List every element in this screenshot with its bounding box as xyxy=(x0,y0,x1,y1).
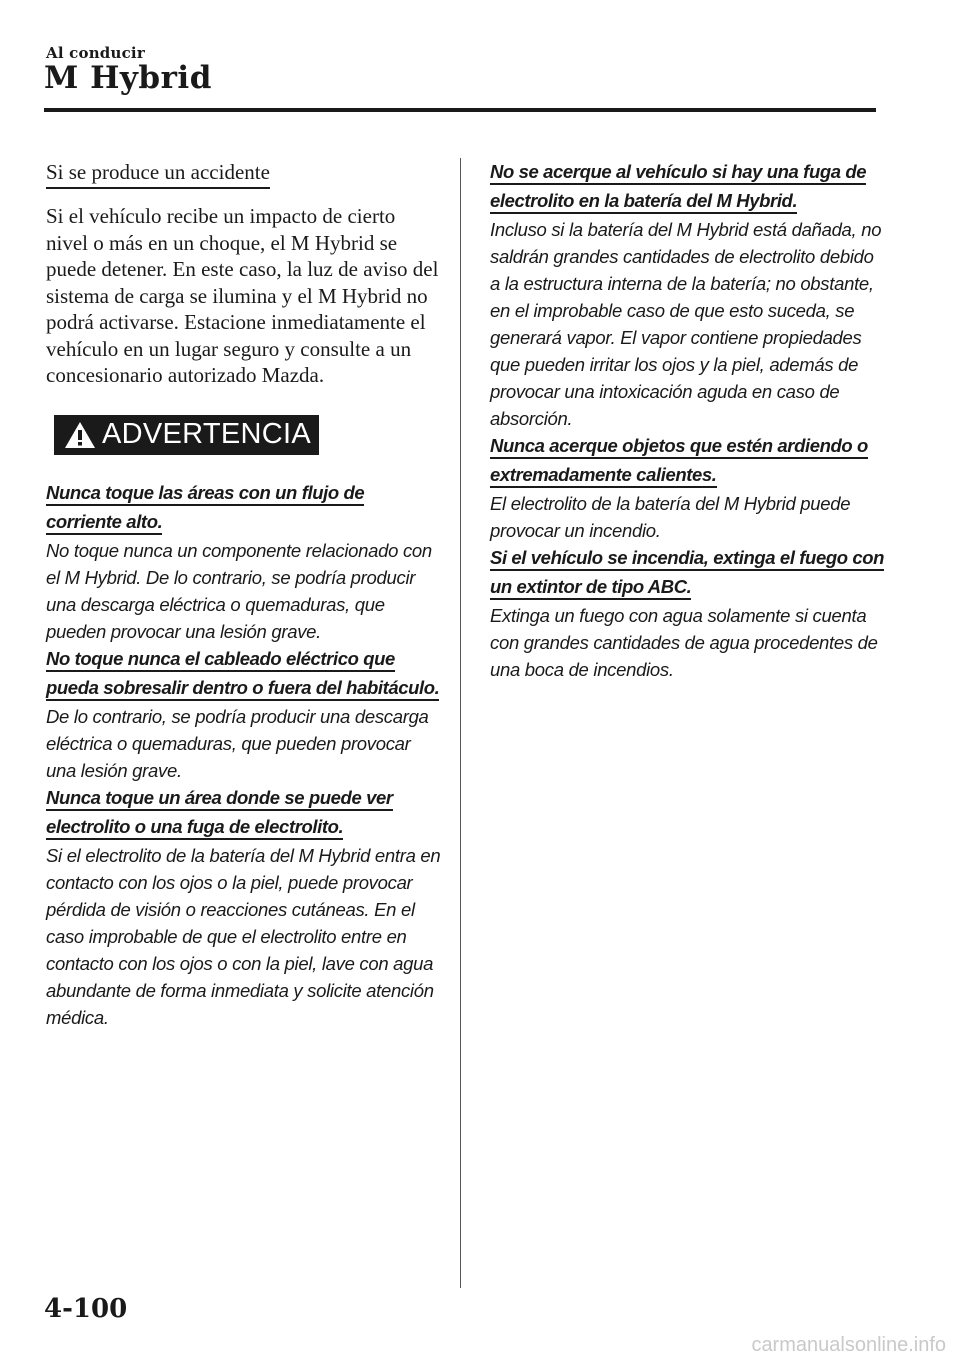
right-column xyxy=(490,158,885,683)
warning-label: ADVERTENCIA xyxy=(102,418,312,450)
warning-title: Nunca toque un área donde se puede ver electrolito o una fuga de electrolito. xyxy=(46,787,393,840)
warning-body: Incluso si la batería del M Hybrid está dañada, no saldrán grandes cantidades de electrolito debido a la estructura interna de la batería; no obstante, en el improbable caso de que esto suceda, se generará vapor. El vapor contiene propiedades que pueden irritar los ojos y la piel, además de provocar una intoxicación aguda en caso de absorción. xyxy=(490,219,882,429)
warning-item xyxy=(46,479,441,645)
warning-body: De lo contrario, se podría producir una descarga eléctrica o quemaduras, que pueden provocar una lesión grave. xyxy=(46,705,429,781)
watermark: carmanualsonline.info xyxy=(751,1334,946,1356)
column-divider xyxy=(460,158,461,1288)
header-divider xyxy=(44,108,876,112)
warning-item xyxy=(46,784,441,1031)
page-number: 4-100 xyxy=(44,1294,128,1324)
warning-title: Nunca toque las áreas con un flujo de corriente alto. xyxy=(46,482,364,535)
chapter-label: Al conducir xyxy=(46,44,145,62)
warning-item xyxy=(490,158,885,432)
warning-body: No toque nunca un componente relacionado con el M Hybrid. De lo contrario, se podría producir una descarga eléctrica o quemaduras, que pueden provocar una lesión grave. xyxy=(46,539,432,642)
warning-badge xyxy=(54,415,319,455)
warning-title: Si el vehículo se incendia, extinga el fuego con un extintor de tipo ABC. xyxy=(490,547,884,600)
warning-title: No toque nunca el cableado eléctrico que pueda sobresalir dentro o fuera del habitáculo. xyxy=(46,648,439,701)
warning-body: Si el electrolito de la batería del M Hybrid entra en contacto con los ojos o la piel, puede provocar pérdida de visión o reacciones cutáneas. En el caso improbable de que el electrolito entre en contacto con los ojos o con la piel, lave con agua abundante de forma inmediata y solicite atención médica. xyxy=(46,844,441,1028)
warning-item xyxy=(46,645,441,784)
accident-paragraph: Si el vehículo recibe un impacto de cierto nivel o más en un choque, el M Hybrid se puede detener. En este caso, la luz de aviso del sistema de carga se ilumina y el M Hybrid no podrá activarse. Estacione inmediatamente el vehículo en un lugar seguro y consulte a un concesionario autorizado Mazda. xyxy=(46,204,439,387)
section-heading: Si se produce un accidente xyxy=(46,160,270,189)
warning-item xyxy=(490,544,885,683)
warning-title: No se acerque al vehículo si hay una fuga de electrolito en la batería del M Hybrid. xyxy=(490,161,866,214)
left-column xyxy=(46,160,441,1031)
warning-body: El electrolito de la batería del M Hybrid puede provocar un incendio. xyxy=(490,493,851,541)
page-title: M Hybrid xyxy=(44,60,212,96)
warning-item xyxy=(490,432,885,544)
warning-body: Extinga un fuego con agua solamente si cuenta con grandes cantidades de agua procedentes de una boca de incendios. xyxy=(490,605,878,680)
warning-title: Nunca acerque objetos que estén ardiendo o extremadamente calientes. xyxy=(490,435,868,488)
warning-triangle-icon xyxy=(64,421,96,449)
